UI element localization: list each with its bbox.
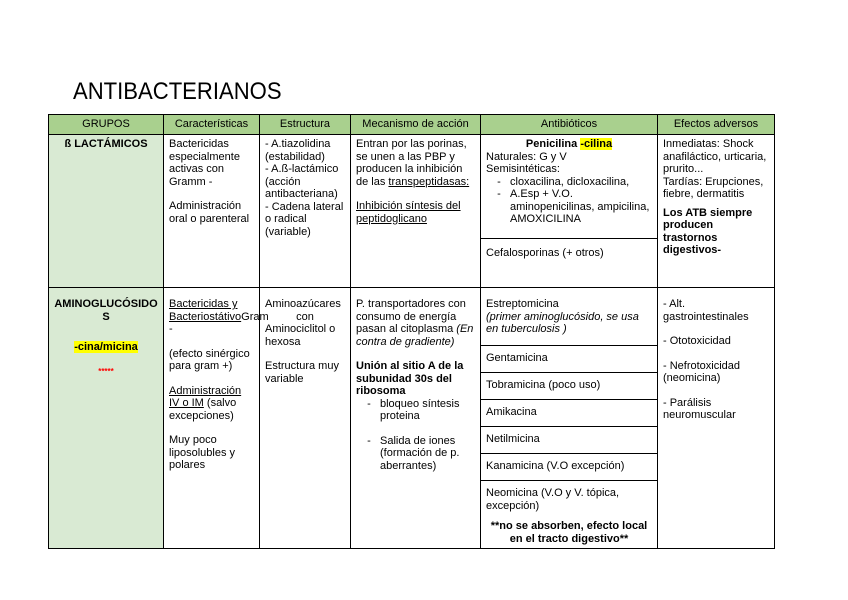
text: Semisintéticas: — [486, 163, 560, 175]
cefalosporinas: Cefalosporinas (+ otros) — [486, 247, 604, 259]
text: - Alt. gastrointestinales — [663, 298, 749, 323]
list-item: - cloxacilina, dicloxacilina, — [510, 176, 652, 189]
list-item: Neomicina (V.O y V. tópica, excepción) **no se absorben, efecto local en el tracto digestivo** — [486, 487, 648, 545]
estructura-cell — [260, 288, 351, 549]
efectos-cell — [658, 135, 775, 288]
table-row — [49, 135, 775, 288]
penicilina-heading: Penicilina -cilina — [525, 138, 613, 150]
text: P. transportadores con consumo de energía pasan al citoplasma (En contra de gradiente) — [356, 298, 474, 348]
list-item: Netilmicina — [481, 427, 657, 454]
list-item: Tobramicina (poco uso) — [481, 373, 657, 400]
list-item: Estreptomicina (primer aminoglucósido, se usa en tuberculosis ) — [481, 288, 657, 346]
text: Inhibición síntesis del peptidoglicano — [356, 200, 461, 225]
text: Inmediatas: Shock anafiláctico, urticaria, prurito... — [663, 138, 767, 175]
text: - Parálisis neuromuscular — [663, 396, 736, 421]
text: Administración IV o IM (salvo excepciones) — [169, 384, 242, 422]
text: - A.tiazolidina (estabilidad) — [265, 138, 331, 163]
antibioticos-cell — [481, 288, 658, 549]
text: Muy poco liposolubles y polares — [169, 434, 236, 471]
group-cell — [49, 135, 164, 288]
caracteristicas-cell — [164, 135, 260, 288]
text: Unión al sitio A de la subunidad 30s del ribosoma — [356, 360, 464, 397]
group-suffix: -cina/micina — [74, 341, 138, 353]
text: Tardías: Erupciones, fiebre, dermatitis — [663, 175, 764, 200]
mecanismo-cell — [351, 135, 481, 288]
list-item: - bloqueo síntesis proteina — [380, 398, 475, 423]
list-item: Amikacina — [481, 400, 657, 427]
header-mecanismo: Mecanismo de acción — [351, 115, 481, 135]
header-efectos: Efectos adversos — [658, 115, 775, 135]
group-name: ß LACTÁMICOS — [64, 138, 148, 150]
estructura-cell — [260, 135, 351, 288]
text: Aminoazúcares — [265, 298, 341, 310]
group-stars: ***** — [98, 366, 114, 376]
text: Aminociclitol o hexosa — [265, 323, 336, 348]
efectos-cell — [658, 288, 775, 549]
list-item: - A.Esp + V.O. aminopenicilinas, ampicilina, AMOXICILINA — [510, 188, 652, 226]
text: Estructura muy variable — [265, 360, 339, 385]
list-item: - Salida de iones (formación de p. aberrantes) — [380, 435, 475, 473]
antibacterial-table — [48, 114, 775, 549]
group-cell — [49, 288, 164, 549]
list-item: Kanamicina (V.O excepción) — [481, 454, 657, 481]
header-caracteristicas: Características — [164, 115, 260, 135]
text: Bactericidas especialmente activas con Gramm - — [169, 138, 240, 188]
antibioticos-cell — [481, 135, 658, 288]
header-estructura: Estructura — [260, 115, 351, 135]
text: Administración oral o parenteral — [169, 200, 250, 225]
page-title: ANTIBACTERIANOS — [73, 78, 282, 105]
text: Naturales: G y V — [486, 150, 567, 163]
text: Entran por las porinas, se unen a las PBP y producen la inhibición de las transpeptidasas: — [356, 138, 470, 188]
text: (efecto sinérgico para gram +) — [169, 347, 250, 372]
penicilina-block — [481, 135, 657, 239]
text: - Nefrotoxicidad (neomicina) — [663, 359, 741, 384]
header-grupos: GRUPOS — [49, 115, 164, 135]
header-row — [49, 115, 775, 135]
table-row — [49, 288, 775, 549]
text: - Ototoxicidad — [663, 335, 731, 347]
list-item: Gentamicina — [481, 346, 657, 373]
mecanismo-cell — [351, 288, 481, 549]
text: - Cadena lateral o radical (variable) — [265, 200, 344, 238]
text: Los ATB siempre producen trastornos digestivos- — [663, 206, 753, 256]
header-antibioticos: Antibióticos — [481, 115, 658, 135]
text: con — [296, 310, 314, 323]
text: Bactericidas y BacteriostátivoGram - — [169, 298, 269, 335]
group-name: AMINOGLUCÓSIDOS — [54, 298, 158, 323]
caracteristicas-cell — [164, 288, 269, 549]
text: - A.ß-lactámico (acción antibacteriana) — [265, 163, 339, 200]
